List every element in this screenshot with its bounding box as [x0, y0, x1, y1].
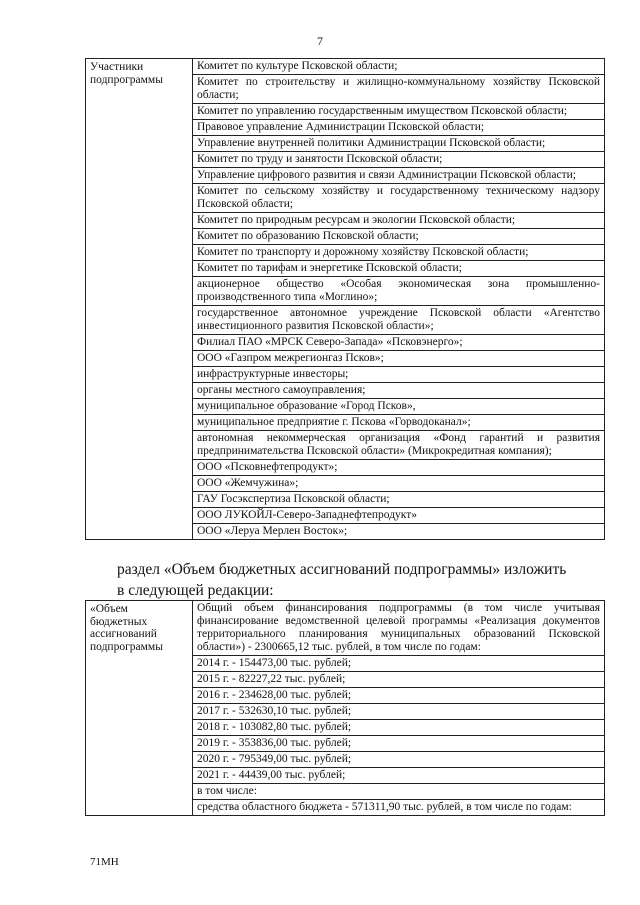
- participant-entry: акционерное общество «Особая экономическая зона промышленно-производственного типа «Моглино»;: [193, 277, 604, 306]
- participant-entry: государственное автономное учреждение Псковской области «Агентство инвестиционного развития Псковской области»;: [193, 306, 604, 335]
- budget-entry: 2017 г. - 532630,10 тыс. рублей;: [193, 704, 604, 720]
- participants-label: Участники подпрограммы: [86, 59, 193, 540]
- budget-label: «Объем бюджетных ассигнований подпрограммы: [86, 601, 193, 816]
- participant-entry: Комитет по тарифам и энергетике Псковской области;: [193, 261, 604, 277]
- participant-entry: органы местного самоуправления;: [193, 383, 604, 399]
- amendment-text-line1: раздел «Объем бюджетных ассигнований подпрограммы» изложить: [117, 561, 567, 578]
- budget-entry: 2014 г. - 154473,00 тыс. рублей;: [193, 656, 604, 672]
- participant-entry: Комитет по строительству и жилищно-коммунальному хозяйству Псковской области;: [193, 75, 604, 104]
- participant-entry: инфраструктурные инвесторы;: [193, 367, 604, 383]
- participant-entry: Комитет по культуре Псковской области;: [193, 59, 604, 75]
- budget-entry: 2020 г. - 795349,00 тыс. рублей;: [193, 752, 604, 768]
- budget-entry: средства областного бюджета - 571311,90 тыс. рублей, в том числе по годам:: [197, 801, 572, 813]
- budget-list: [193, 601, 605, 816]
- amendment-text-line2: в следующей редакции:: [117, 582, 274, 599]
- budget-entry: 2016 г. - 234628,00 тыс. рублей;: [193, 688, 604, 704]
- participant-entry: ООО ЛУКОЙЛ-Северо-Западнефтепродукт»: [193, 508, 604, 524]
- participant-entry: Управление цифрового развития и связи Администрации Псковской области;: [193, 168, 604, 184]
- participants-table: [85, 58, 605, 540]
- participant-entry: ООО «Газпром межрегионгаз Псков»;: [193, 351, 604, 367]
- budget-entry: в том числе:: [193, 784, 604, 800]
- participant-entry: Комитет по управлению государственным имуществом Псковской области;: [193, 104, 604, 120]
- page-number: 7: [317, 34, 323, 48]
- participant-entry: Комитет по труду и занятости Псковской области;: [193, 152, 604, 168]
- budget-entry: 2019 г. - 353836,00 тыс. рублей;: [193, 736, 604, 752]
- budget-entry: 2018 г. - 103082,80 тыс. рублей;: [193, 720, 604, 736]
- participant-entry: ГАУ Госэкспертиза Псковской области;: [193, 492, 604, 508]
- budget-entry: 2021 г. - 44439,00 тыс. рублей;: [193, 768, 604, 784]
- participant-entry: Комитет по транспорту и дорожному хозяйству Псковской области;: [193, 245, 604, 261]
- participant-entry: ООО «Жемчужина»;: [193, 476, 604, 492]
- participants-list: [193, 59, 605, 540]
- participant-entry: Комитет по сельскому хозяйству и государственному техническому надзору Псковской области;: [193, 184, 604, 213]
- footer-code: 71МН: [90, 856, 119, 868]
- budget-entry: 2015 г. - 82227,22 тыс. рублей;: [193, 672, 604, 688]
- participant-entry: Комитет по природным ресурсам и экологии Псковской области;: [193, 213, 604, 229]
- participant-entry: Управление внутренней политики Администрации Псковской области;: [193, 136, 604, 152]
- participant-entry: муниципальное образование «Город Псков»,: [193, 399, 604, 415]
- participant-entry: Правовое управление Администрации Псковской области;: [193, 120, 604, 136]
- participant-entry: Филиал ПАО «МРСК Северо-Запада» «Псковэнерго»;: [193, 335, 604, 351]
- participant-entry: ООО «Псковнефтепродукт»;: [193, 460, 604, 476]
- participant-entry: ООО «Леруа Мерлен Восток»;: [197, 525, 348, 537]
- budget-entry: Общий объем финансирования подпрограммы (в том числе учитывая финансирование ведомственной целевой программы «Реализация документов территориального планирования муниципальных образований Псковской области») - 2300665,12 тыс. рублей, в том числе по годам:: [193, 601, 604, 656]
- participant-entry: Комитет по образованию Псковской области;: [193, 229, 604, 245]
- participant-entry: муниципальное предприятие г. Пскова «Горводоканал»;: [193, 415, 604, 431]
- participant-entry: автономная некоммерческая организация «Фонд гарантий и развития предпринимательства Псковской области» (Микрокредитная компания);: [193, 431, 604, 460]
- budget-table: [85, 600, 605, 816]
